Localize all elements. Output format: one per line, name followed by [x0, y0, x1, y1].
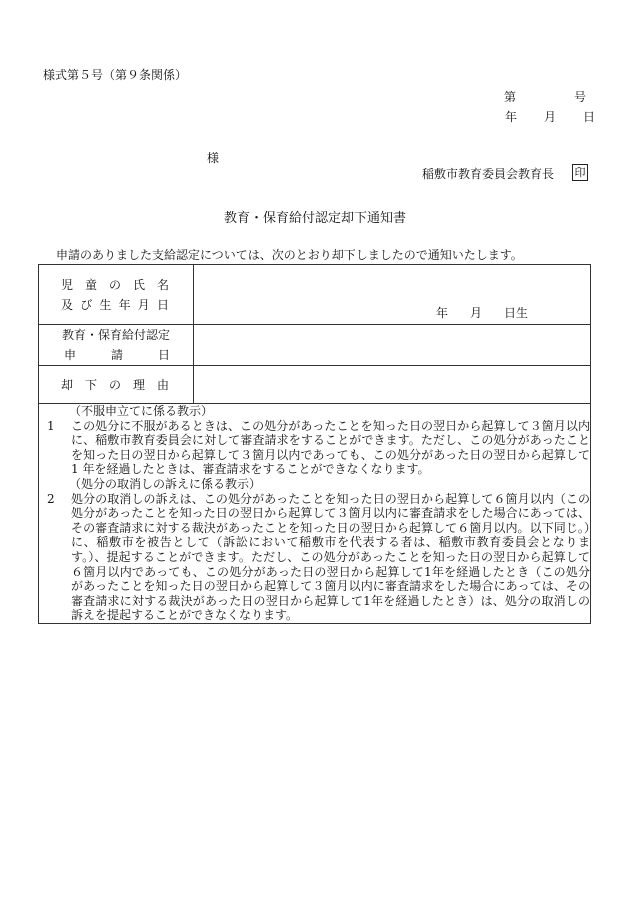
date-month: 月: [544, 110, 557, 124]
number-prefix: 第: [504, 90, 517, 104]
reason-row: [39, 366, 591, 404]
appeal-notice: [39, 404, 591, 624]
lead-text: 申請のありました支給認定については、次のとおり却下しましたので通知いたします。: [56, 248, 523, 262]
application-label: [39, 325, 194, 366]
suit-text: 処分の取消しの訴えは、この処分があったことを知った日の翌日から起算して６箇月以内（この処分があったことを知った日の翌日から起算して３箇月以内に審査請求をした場合にあっては、その審査請求に対する裁決があったことを知った日の翌日から起算して６箇月以内。以下同じ。）に、稲敷市を被告として（訴訟において稲敷市を代表する者は、稲敷市教育委員会となります。）、提起することができます。ただし、この処分があったことを知った日の翌日から起算して６箇月以内であっても、この処分があった日の翌日から起算して1年を経過したとき（この処分があったことを知った日の翌日から起算して３箇月以内に審査請求をした場合にあっては、その審査請求に対する裁決があった日の翌日から起算して1年を経過したとき）は、処分の取消しの訴えを提起することができなくなります。: [71, 491, 590, 623]
date-year: 年: [505, 110, 518, 124]
addressee: 様: [207, 151, 220, 165]
date-day: 日: [583, 110, 596, 124]
review-heading: （不服申立てに係る教示）: [69, 404, 214, 418]
review-item: [39, 419, 590, 477]
application-date-field[interactable]: [194, 325, 591, 366]
suit-number: 2: [47, 491, 55, 506]
child-label: [39, 265, 194, 325]
reason-field[interactable]: [194, 366, 591, 404]
seal-mark: 印: [572, 164, 588, 181]
child-label-line1: 児 童 の 氏 名: [61, 277, 169, 292]
issuer-name: 稲敷市教育委員会教育長: [422, 167, 555, 181]
review-text: この処分に不服があるときは、この処分があったことを知った日の翌日から起算して３箇月以内に、稲敷市教育委員会に対して審査請求をすることができます。ただし、この処分があったことを知った日の翌日から起算して３箇月以内であっても、この処分があった日の翌日から起算して 1 年を経過したときは、審査請求をすることができなくなります。: [71, 418, 590, 477]
application-label-line2: 申 請 日: [64, 348, 170, 362]
application-label-line1: 教育・保育給付認定: [61, 328, 170, 342]
child-name-field[interactable]: [194, 265, 591, 325]
form-number: 様式第５号（第９条関係）: [43, 68, 188, 82]
suit-item: [39, 492, 590, 623]
issue-date: [505, 108, 595, 125]
review-number: 1: [47, 418, 55, 433]
document-number: [504, 88, 586, 105]
document-title: 教育・保育給付認定却下通知書: [223, 211, 406, 226]
number-suffix: 号: [574, 90, 587, 104]
child-label-line2: 及 び 生 年 月 日: [61, 297, 169, 312]
child-row: [39, 265, 591, 325]
reason-label: 却 下 の 理 由: [39, 366, 194, 404]
birth-date: 年 月 日生: [436, 306, 529, 320]
notice-form-table: [38, 264, 591, 624]
application-row: [39, 325, 591, 366]
notice-row: [39, 404, 591, 624]
suit-heading: （処分の取消しの訴えに係る教示）: [69, 476, 262, 491]
